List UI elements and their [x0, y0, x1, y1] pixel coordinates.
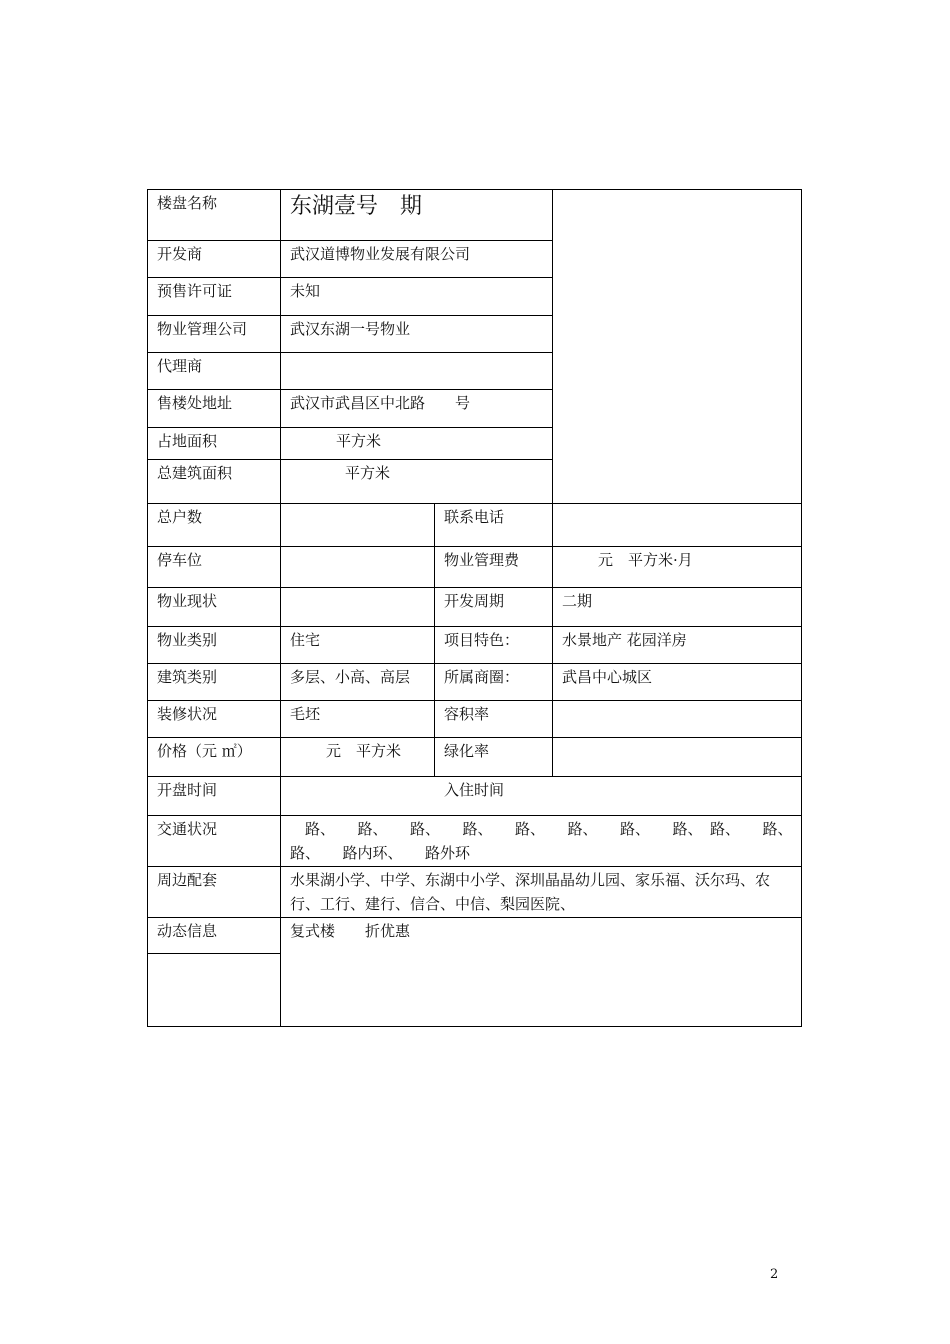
label-sales-address: 售楼处地址 [157, 394, 233, 412]
project-features-value: 水景地产 花园洋房 [562, 631, 687, 649]
label-households: 总户数 [157, 508, 203, 526]
label-property-status: 物业现状 [157, 592, 218, 610]
label-traffic: 交通状况 [157, 820, 218, 838]
management-company-value: 武汉东湖一号物业 [290, 320, 411, 338]
label-property-type: 物业类别 [157, 631, 218, 649]
label-management-fee: 物业管理费 [444, 551, 520, 569]
sales-address-value: 武汉市武昌区中北路 号 [290, 394, 471, 412]
label-dynamic-info: 动态信息 [157, 922, 218, 940]
plot-ratio-value [552, 700, 802, 737]
label-green-ratio: 绿化率 [444, 742, 490, 760]
move-in-time-value [552, 776, 802, 815]
decoration-value: 毛坯 [290, 705, 321, 723]
label-development-phase: 开发周期 [444, 592, 505, 610]
land-area-value: 平方米 [336, 432, 382, 450]
agent-value [280, 352, 552, 389]
label-presale-permit: 预售许可证 [157, 282, 233, 300]
label-contact-phone: 联系电话 [444, 508, 505, 526]
label-building-type: 建筑类别 [157, 668, 218, 686]
property-status-value [280, 587, 434, 626]
property-info-table [147, 189, 816, 1027]
development-phase-value: 二期 [562, 592, 593, 610]
building-type-value: 多层、小高、高层 [290, 668, 411, 686]
label-plot-ratio: 容积率 [444, 705, 490, 723]
price-value: 元 平方米 [326, 742, 402, 760]
dynamic-info-value: 复式楼 折优惠 [290, 922, 411, 940]
green-ratio-value [552, 737, 802, 776]
label-developer: 开发商 [157, 245, 203, 263]
opening-time-value [280, 776, 434, 815]
presale-permit-value: 未知 [290, 282, 321, 300]
label-opening-time: 开盘时间 [157, 781, 218, 799]
label-parking: 停车位 [157, 551, 203, 569]
traffic-value: 路、 路、 路、 路、 路、 路、 路、 路、 路、 路、 路、 路内环、 路外环 [290, 820, 816, 862]
parking-value [280, 546, 434, 587]
property-name-value: 东湖壹号 期 [290, 194, 423, 219]
label-surroundings: 周边配套 [157, 871, 218, 889]
label-agent: 代理商 [157, 357, 203, 375]
total-floor-area-value: 平方米 [345, 464, 391, 482]
label-land-area: 占地面积 [157, 432, 218, 450]
label-project-features: 项目特色： [444, 631, 520, 649]
label-decoration: 装修状况 [157, 705, 218, 723]
page-number: 2 [770, 1267, 779, 1282]
label-management-company: 物业管理公司 [157, 320, 248, 338]
surroundings-value: 水果湖小学、中学、东湖中小学、深圳晶晶幼儿园、家乐福、沃尔玛、农行、工行、建行、信合、中信、梨园医院、 [290, 871, 771, 913]
label-total-floor-area: 总建筑面积 [157, 464, 233, 482]
developer-value: 武汉道博物业发展有限公司 [290, 245, 471, 263]
business-district-value: 武昌中心城区 [562, 668, 653, 686]
property-type-value: 住宅 [290, 631, 321, 649]
households-value [280, 503, 434, 546]
label-price: 价格（元 ㎡） [157, 742, 252, 760]
management-fee-value: 元 平方米·月 [598, 551, 693, 569]
label-move-in-time: 入住时间 [444, 781, 505, 799]
label-property-name: 楼盘名称 [157, 194, 218, 212]
label-business-district: 所属商圈： [444, 668, 520, 686]
contact-phone-value [552, 503, 802, 546]
